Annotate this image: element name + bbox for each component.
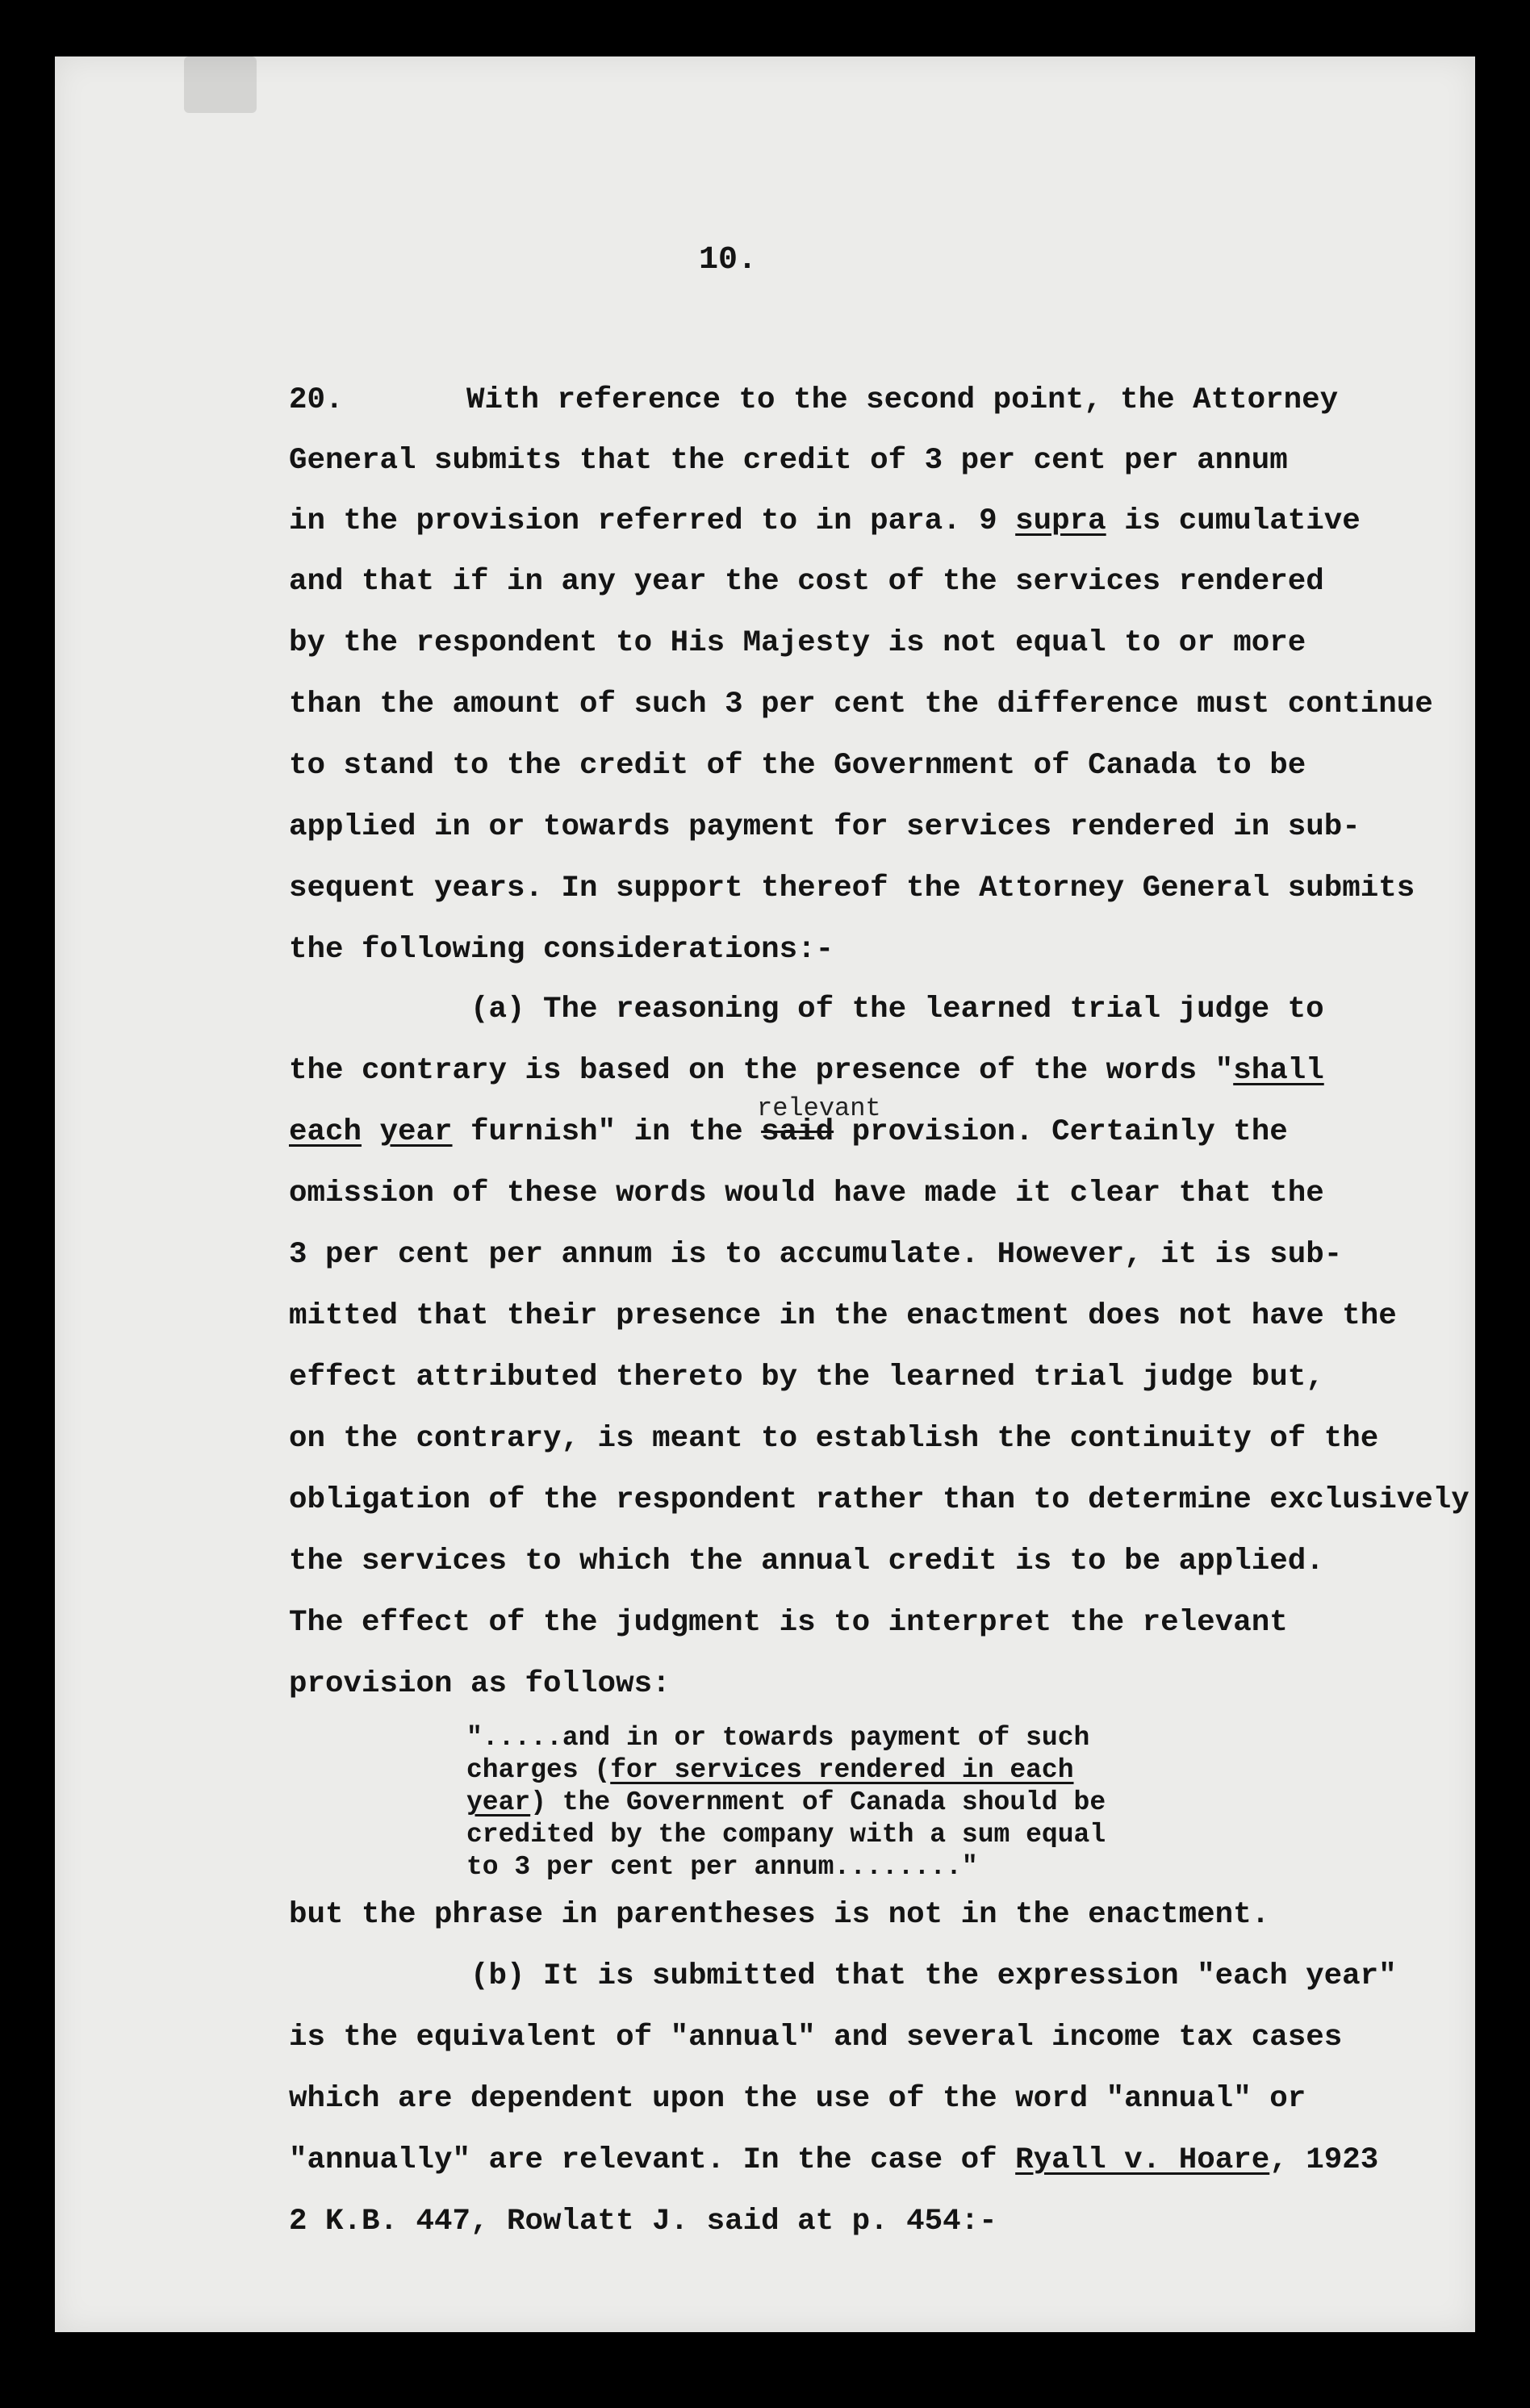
para-20-line-3: in the provision referred to in para. 9 supra is cumulative [289,504,1361,538]
para-number: 20. [289,383,344,417]
para-20-line-8: applied in or towards payment for services rendered in sub- [289,810,1361,844]
para-20-line-7: to stand to the credit of the Government of Canada to be [289,749,1306,783]
para-a-line-10: the services to which the annual credit is to be applied. [289,1545,1324,1578]
underlined-each: each [289,1115,362,1149]
underlined-quote-year: year [466,1787,531,1817]
para-b-line-1: (b) It is submitted that the expression "each year" [470,1959,1397,1993]
after-quote-line: but the phrase in parentheses is not in the enactment. [289,1898,1270,1932]
page-number: 10. [699,242,758,278]
underlined-year: year [379,1115,453,1149]
para-a-line-1: (a) The reasoning of the learned trial judge to [470,993,1324,1026]
underlined-supra: supra [1015,504,1106,538]
para-b-line-4: "annually" are relevant. In the case of Ryall v. Hoare, 1923 [289,2143,1379,2177]
underlined-quote-phrase: for services rendered in each [610,1755,1074,1785]
para-a-line-12: provision as follows: [289,1667,671,1701]
struck-out-word: said [761,1115,834,1149]
para-a-line-11: The effect of the judgment is to interpret the relevant [289,1606,1288,1640]
para-a-line-9: obligation of the respondent rather than to determine exclusively [289,1483,1469,1517]
underlined-case-name: Ryall v. Hoare [1015,2143,1270,2177]
quote-line-3: year) the Government of Canada should be [466,1787,1106,1817]
para-b-line-5: 2 K.B. 447, Rowlatt J. said at p. 454:- [289,2205,997,2239]
para-a-line-8: on the contrary, is meant to establish the continuity of the [289,1422,1379,1456]
para-20-line-5: by the respondent to His Majesty is not equal to or more [289,626,1306,660]
quote-line-5: to 3 per cent per annum........" [466,1852,978,1882]
document-page [55,56,1475,2332]
scan-smudge [184,56,257,113]
quote-line-1: ".....and in or towards payment of such [466,1723,1090,1753]
para-a-line-3: each year furnish" in the said provision. Certainly the [289,1115,1288,1149]
para-b-line-2: is the equivalent of "annual" and several income tax cases [289,2021,1343,2055]
underlined-shall: shall [1233,1054,1324,1088]
para-b-line-3: which are dependent upon the use of the word "annual" or [289,2082,1306,2116]
para-20-line-6: than the amount of such 3 per cent the difference must continue [289,688,1433,721]
para-a-line-5: 3 per cent per annum is to accumulate. However, it is sub- [289,1238,1343,1272]
para-20-line-4: and that if in any year the cost of the services rendered [289,565,1324,599]
para-20-line-2: General submits that the credit of 3 per cent per annum [289,444,1288,478]
para-20-line-1: 20. With reference to the second point, the Attorney [289,383,1339,417]
para-a-line-6: mitted that their presence in the enactment does not have the [289,1299,1397,1333]
para-a-line-2: the contrary is based on the presence of the words "shall [289,1054,1324,1088]
para-20-line-9: sequent years. In support thereof the Attorney General submits [289,872,1415,905]
handwritten-insertion: relevant [757,1093,881,1123]
quote-line-4: credited by the company with a sum equal [466,1820,1106,1850]
para-a-line-4: omission of these words would have made it clear that the [289,1177,1324,1210]
para-20-line-10: the following considerations:- [289,933,834,967]
para-a-line-7: effect attributed thereto by the learned trial judge but, [289,1361,1324,1394]
quote-line-2: charges (for services rendered in each [466,1755,1074,1785]
